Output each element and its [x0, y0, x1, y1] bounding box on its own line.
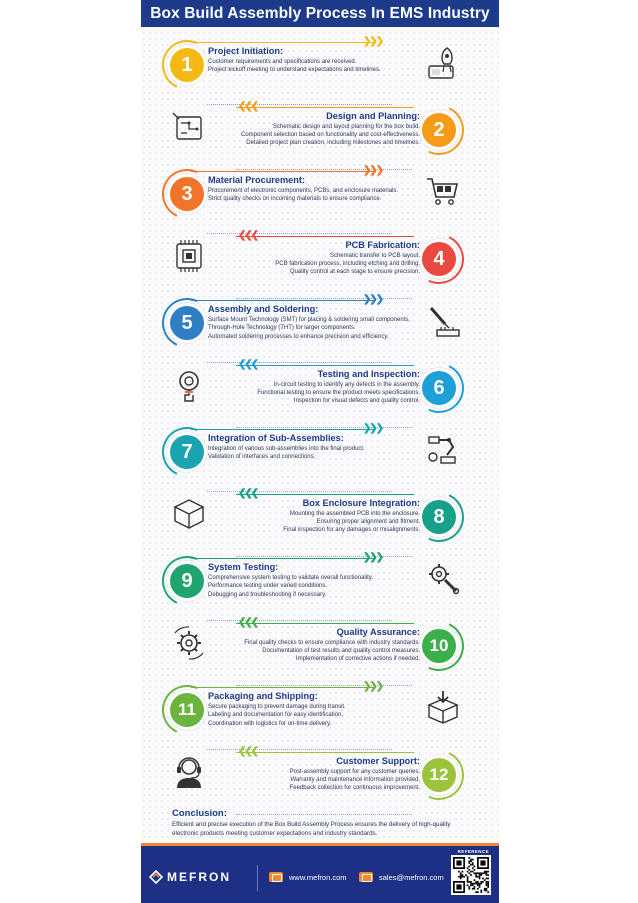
reference-label: REFERENCE [457, 849, 489, 854]
step-number-badge: 7 [170, 435, 204, 469]
step-number-badge: 5 [170, 306, 204, 340]
step-detail-line: Quality control at each stage to ensure precision. [289, 269, 420, 276]
connector-line [191, 171, 376, 172]
step-detail-line: Secure packaging to prevent damage during transit. [208, 704, 346, 710]
chevron-left-icon: ❮❮❮ [238, 487, 258, 499]
connector-line [191, 429, 376, 430]
conclusion-title: Conclusion: [172, 808, 227, 819]
chevron-right-icon: ❯❯❯ [363, 36, 383, 47]
chevron-left-icon: ❮❮❮ [238, 229, 258, 241]
step-detail-line: Labeling and documentation for easy identification. [208, 712, 344, 719]
connector-line [191, 687, 376, 688]
process-step [141, 487, 499, 554]
step-heading: Packaging and Shipping: [208, 691, 318, 701]
step-heading: System Testing: [208, 562, 279, 572]
headset-support-icon [169, 752, 209, 792]
mefron-logo-icon [149, 870, 163, 884]
step-detail-line: Schematic design and layout planning for the box build. [272, 123, 420, 130]
chevron-left-icon: ❮❮❮ [238, 616, 258, 628]
step-number-badge: 8 [422, 500, 456, 534]
step-text [190, 756, 420, 793]
conclusion-text: Efficient and precise execution of the Box Build Assembly Process ensures the delivery of high-quality electronic products meeting customer expectations and industry standards. [172, 821, 451, 837]
chevron-left-icon: ❮❮❮ [238, 358, 258, 370]
chevron-right-icon: ❯❯❯ [363, 165, 383, 176]
dotted-separator [207, 620, 392, 621]
step-detail-line: Through-Hole Technology (THT) for larger components. [208, 325, 356, 332]
process-step [141, 36, 499, 102]
step-text [208, 433, 438, 462]
gear-cycle-icon [169, 623, 209, 663]
mail-icon [359, 872, 373, 882]
page-title: Box Build Assembly Process In EMS Industry [141, 0, 499, 27]
web-icon [269, 872, 283, 882]
step-detail-line: Comprehensive system testing to validate overall functionality. [208, 575, 373, 581]
step-number-badge: 3 [170, 177, 204, 211]
footer-divider [257, 865, 258, 891]
dotted-separator [207, 233, 392, 234]
connector-line [236, 365, 414, 366]
step-number-badge: 10 [422, 629, 456, 663]
step-text [208, 691, 438, 728]
box-enclosure-icon [169, 494, 209, 534]
step-text [190, 111, 420, 148]
step-heading: PCB Fabrication: [345, 239, 420, 250]
step-heading: Testing and Inspection: [317, 368, 420, 379]
connector-line [236, 494, 414, 495]
package-box-icon [423, 687, 463, 727]
step-detail-line: Validation of interfaces and connections. [208, 454, 316, 461]
step-text [190, 498, 420, 535]
chevron-right-icon: ❯❯❯ [363, 294, 383, 305]
step-detail-line: Implementation of corrective actions if needed. [295, 656, 420, 663]
dotted-separator [236, 427, 412, 428]
step-text [190, 240, 420, 277]
step-heading: Customer Support: [336, 755, 420, 766]
step-detail-line: Component selection based on functionality and cost-effectiveness. [241, 131, 420, 138]
qr-code-icon [453, 857, 489, 893]
step-number-badge: 11 [170, 693, 204, 727]
wrench-gear-icon [423, 558, 463, 598]
connector-line [236, 623, 414, 624]
connector-line [236, 107, 414, 108]
dotted-separator [207, 362, 392, 363]
step-heading: Design and Planning: [326, 110, 420, 121]
step-text [208, 562, 438, 599]
dotted-separator [236, 298, 412, 299]
chevron-right-icon: ❯❯❯ [363, 552, 383, 563]
step-number-badge: 2 [422, 113, 456, 147]
process-step [141, 552, 499, 618]
step-detail-line: Schematic transfer to PCB layout. [329, 252, 420, 259]
step-text [208, 175, 438, 204]
step-detail-line: Coordination with logistics for on-time delivery. [208, 720, 332, 727]
step-detail-line: Surface Mount Technology (SMT) for placing & soldering small components. [208, 317, 410, 323]
dotted-separator [207, 491, 392, 492]
step-detail-line: Ensuring proper alignment and fitment. [316, 518, 420, 525]
dotted-separator [207, 749, 392, 750]
step-detail-line: Customer requirements and specifications are received. [208, 59, 357, 65]
step-detail-line: Integration of various sub-assemblies into the final product. [208, 446, 365, 452]
dotted-separator [236, 556, 412, 557]
step-detail-line: Mounting the assembled PCB into the enclosure. [289, 510, 420, 517]
infographic-poster [141, 0, 499, 903]
step-detail-line: Documentation of test results and quality control measures. [262, 647, 420, 654]
footer-accent-bar [141, 843, 499, 846]
circuit-design-icon [169, 107, 209, 147]
step-detail-line: Automated soldering processes to enhance precision and efficiency. [208, 333, 389, 340]
step-detail-line: Functional testing to ensure the product meets specifications. [257, 389, 420, 396]
chevron-left-icon: ❮❮❮ [238, 100, 258, 112]
step-detail-line: Final inspection for any damages or misalignments. [283, 527, 420, 534]
process-step [141, 229, 499, 296]
step-heading: Material Procurement: [208, 175, 306, 185]
step-number-badge: 9 [170, 564, 204, 598]
conclusion-section [172, 808, 477, 838]
step-number-badge: 4 [422, 242, 456, 276]
step-detail-line: Debugging and troubleshooting if necessary. [208, 591, 327, 598]
step-text [208, 304, 438, 341]
step-detail-line: Warranty and maintenance information provided. [290, 776, 420, 783]
step-heading: Assembly and Soldering: [208, 304, 319, 314]
email-text: sales@mefron.com [379, 872, 444, 882]
step-detail-line: Procurement of electronic components, PCBs, and enclosure materials. [208, 188, 399, 194]
process-step [141, 165, 499, 231]
soldering-iron-icon [423, 300, 463, 340]
step-detail-line: Detailed project plan creation, including milestones and timelines. [246, 140, 420, 147]
inspection-gauge-icon [169, 365, 209, 405]
brand-logo[interactable] [149, 870, 231, 884]
chevron-right-icon: ❯❯❯ [363, 423, 383, 434]
chevron-right-icon: ❯❯❯ [363, 681, 383, 692]
website-link[interactable] [269, 872, 347, 882]
dotted-separator [236, 685, 412, 686]
step-detail-line: Final quality checks to ensure compliance with industry standards. [244, 639, 420, 646]
process-step [141, 681, 499, 747]
step-detail-line: In-circuit testing to identify any defects in the assembly. [273, 381, 420, 388]
process-step [141, 294, 499, 360]
step-text [190, 369, 420, 406]
website-text: www.mefron.com [289, 872, 347, 882]
robot-arm-icon [423, 429, 463, 469]
process-step [141, 745, 499, 812]
step-detail-line: Post-assembly support for any customer queries. [289, 768, 420, 775]
shopping-cart-icon [423, 171, 463, 211]
step-number-badge: 1 [170, 48, 204, 82]
footer [141, 843, 499, 903]
process-step [141, 423, 499, 489]
connector-line [236, 752, 414, 753]
step-number-badge: 12 [422, 758, 456, 792]
dotted-separator [207, 104, 392, 105]
connector-line [191, 558, 376, 559]
email-link[interactable] [359, 872, 444, 882]
dotted-separator [236, 169, 412, 170]
step-heading: Project Initiation: [208, 46, 284, 56]
process-step [141, 616, 499, 683]
step-detail-line: Performance testing under varied conditions. [208, 583, 328, 590]
pcb-chip-icon [169, 236, 209, 276]
step-text [208, 46, 438, 75]
step-detail-line: Strict quality checks on incoming materials to ensure compliance. [208, 196, 382, 203]
step-text [190, 627, 420, 664]
connector-line [191, 300, 376, 301]
chevron-left-icon: ❮❮❮ [238, 745, 258, 757]
qr-code[interactable] [451, 855, 491, 895]
step-detail-line: Project kickoff meeting to understand expectations and timelines. [208, 67, 381, 74]
process-step [141, 100, 499, 167]
step-detail-line: Feedback collection for continuous improvement. [289, 785, 420, 792]
step-heading: Integration of Sub-Assemblies: [208, 433, 344, 443]
rocket-launch-icon [423, 42, 463, 82]
step-heading: Quality Assurance: [336, 626, 420, 637]
step-heading: Box Enclosure Integration: [302, 497, 420, 508]
connector-line [191, 42, 376, 43]
brand-name: MEFRON [167, 870, 231, 884]
connector-line [236, 236, 414, 237]
process-step [141, 358, 499, 425]
step-detail-line: PCB fabrication process, including etching and drilling. [275, 260, 420, 267]
step-number-badge: 6 [422, 371, 456, 405]
step-detail-line: Inspection for visual defects and quality control. [293, 398, 420, 405]
